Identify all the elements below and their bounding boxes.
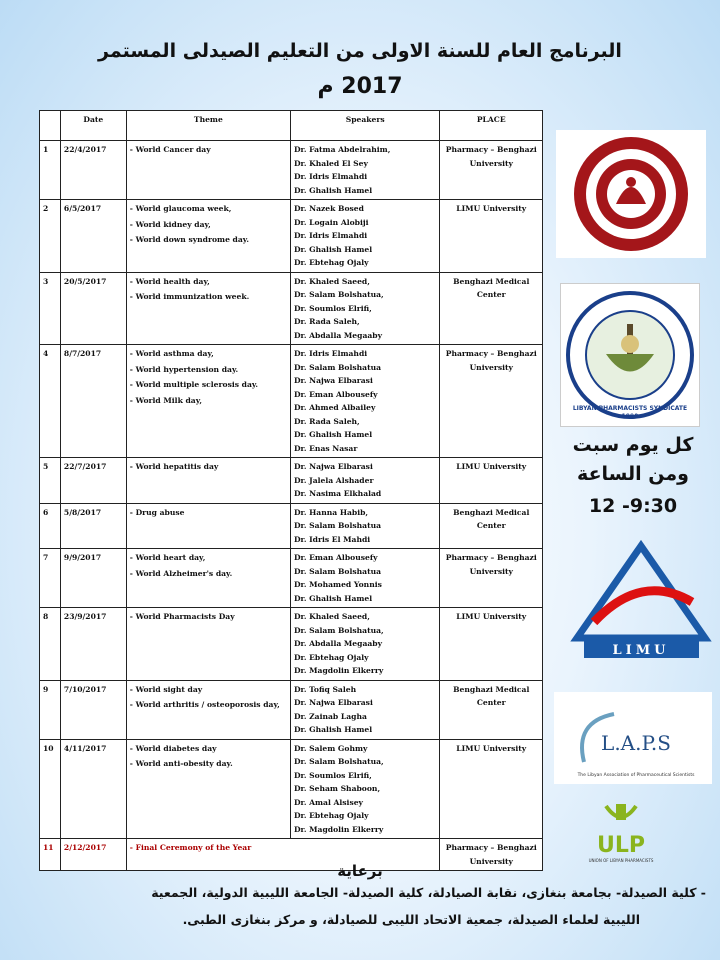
row-speakers — [290, 549, 440, 608]
speaker-name: Dr. Najwa Elbarasi — [293, 698, 373, 707]
speaker-name: Dr. Amal Alsisey — [293, 797, 363, 807]
row-themes — [126, 272, 290, 345]
laps-logo — [554, 692, 712, 784]
schedule-day: كل يوم سبت — [572, 434, 694, 456]
benghazi-pharmacy-logo — [556, 130, 706, 258]
theme-item: - World kidney day, — [129, 219, 211, 229]
theme-item: - World diabetes day — [129, 743, 217, 753]
speaker-name: Dr. Jalela Alshader — [293, 475, 374, 485]
row-themes — [126, 608, 290, 681]
theme-item: - World glaucoma week, — [129, 204, 232, 213]
row-place: Benghazi Medical Center — [440, 680, 543, 739]
sponsors-line-2: الليبية لعلماء الصيدلة، جمعية الاتحاد الليبى للصيادلة، و مركز بنغازى الطبى. — [182, 912, 640, 927]
row-place: LIMU University — [440, 608, 543, 681]
speaker-name: Dr. Idris Elmahdi — [293, 172, 368, 181]
row-number: 11 — [40, 839, 61, 871]
row-themes — [126, 345, 290, 458]
row-themes — [126, 739, 290, 839]
program-year: 2017 م — [317, 74, 403, 99]
row-place: Pharmacy – Benghazi University — [440, 141, 543, 200]
row-speakers — [290, 680, 440, 739]
speaker-name: Dr. Ebtehag Ojaly — [293, 811, 369, 820]
speaker-name: Dr. Salam Bolshatua, — [293, 757, 384, 766]
row-date: 9/9/2017 — [60, 549, 126, 608]
table-header-row — [40, 111, 543, 141]
speaker-name: Dr. Eman Albousefy — [293, 389, 378, 399]
speaker-name: Dr. Idris Elmahdi — [293, 231, 368, 240]
row-place: LIMU University — [440, 458, 543, 504]
col-header-number — [40, 111, 61, 141]
ulp-logo-text: ULP — [596, 833, 646, 858]
speaker-name: Dr. Ebtehag Ojaly — [293, 258, 369, 267]
table-row — [40, 503, 543, 549]
laps-logo-text: L.A.P.S — [601, 731, 671, 755]
speaker-name: Dr. Zainab Lagha — [293, 711, 367, 721]
speaker-name: Dr. Ghalish Hamel — [293, 593, 373, 603]
theme-item: - World Pharmacists Day — [129, 612, 235, 621]
speaker-name: Dr. Hanna Habib, — [293, 507, 369, 517]
table-row — [40, 549, 543, 608]
row-date: 23/9/2017 — [60, 608, 126, 681]
speaker-name: Dr. Abdalla Megaaby — [293, 330, 383, 340]
table-body — [40, 141, 543, 871]
row-number: 3 — [40, 272, 61, 345]
row-date: 5/8/2017 — [60, 503, 126, 549]
row-date: 20/5/2017 — [60, 272, 126, 345]
col-header-date: Date — [60, 111, 126, 141]
row-date: 4/11/2017 — [60, 739, 126, 839]
row-speakers — [290, 739, 440, 839]
limu-logo-text: LIMU — [612, 643, 670, 658]
row-place: Benghazi Medical Center — [440, 272, 543, 345]
program-title: البرنامج العام للسنة الاولى من التعليم الصيدلى المستمر — [98, 40, 622, 62]
row-date: 7/10/2017 — [60, 680, 126, 739]
speaker-name: Dr. Khaled El Sey — [293, 158, 368, 168]
theme-item: - World health day, — [129, 276, 210, 286]
speaker-name: Dr. Fatma Abdelrahim, — [293, 145, 391, 154]
row-speakers — [290, 458, 440, 504]
row-place: Benghazi Medical Center — [440, 503, 543, 549]
theme-item: - World asthma day, — [129, 349, 214, 358]
row-themes — [126, 458, 290, 504]
speaker-name: Dr. Najwa Elbarasi — [293, 462, 373, 471]
row-number: 4 — [40, 345, 61, 458]
theme-item: - World arthritis / osteoporosis day, — [129, 700, 280, 709]
row-number: 9 — [40, 680, 61, 739]
speaker-name: Dr. Ghalish Hamel — [293, 185, 373, 195]
speaker-name: Dr. Idris Elmahdi — [293, 349, 368, 358]
speaker-name: Dr. Ghalish Hamel — [293, 725, 373, 734]
row-speakers — [290, 141, 440, 200]
theme-item: - Drug abuse — [129, 507, 185, 517]
row-date: 8/7/2017 — [60, 345, 126, 458]
row-place: Pharmacy – Benghazi University — [440, 345, 543, 458]
speaker-name: Dr. Salam Bolshatua — [293, 521, 382, 530]
speaker-name: Dr. Magdolin Elkerry — [293, 666, 384, 675]
theme-item: - World Milk day, — [129, 395, 203, 405]
row-number: 7 — [40, 549, 61, 608]
speaker-name: Dr. Abdalla Megaaby — [293, 639, 383, 648]
speaker-name: Dr. Soumlos Elrifi, — [293, 303, 372, 313]
row-place: LIMU University — [440, 200, 543, 273]
syndicate-logo-year: 1990 — [621, 413, 639, 420]
speaker-name: Dr. Logain Alobiji — [293, 217, 369, 227]
row-themes — [126, 141, 290, 200]
libyan-pharmacists-syndicate-logo — [560, 283, 700, 427]
row-number: 6 — [40, 503, 61, 549]
sponsors-title: برعاية — [337, 862, 383, 880]
speaker-name: Dr. Soumlos Elrifi, — [293, 770, 372, 780]
speaker-name: Dr. Salam Bolshatua — [293, 566, 382, 576]
table-row — [40, 458, 543, 504]
theme-item: - World hepatitis day — [129, 462, 219, 471]
row-place: LIMU University — [440, 739, 543, 839]
theme-item: - World Alzheimer's day. — [129, 568, 233, 578]
schedule-from: ومن الساعة — [577, 463, 689, 485]
speaker-name: Dr. Salem Gohmy — [293, 743, 368, 753]
ulp-logo-caption: UNION OF LIBYAN PHARMACISTS — [588, 858, 654, 863]
row-themes — [126, 680, 290, 739]
row-themes — [126, 503, 290, 549]
table-row — [40, 680, 543, 739]
speaker-name: Dr. Enas Nasar — [293, 443, 358, 453]
speaker-name: Dr. Ghalish Hamel — [293, 244, 373, 254]
speaker-name: Dr. Rada Saleh, — [293, 317, 360, 326]
speaker-name: Dr. Ebtehag Ojaly — [293, 652, 369, 662]
speaker-name: Dr. Idris El Mahdi — [293, 534, 371, 544]
speaker-name: Dr. Magdolin Elkerry — [293, 824, 384, 834]
schedule-time: 9:30- 12 — [588, 495, 678, 517]
row-speakers — [290, 200, 440, 273]
row-place: Pharmacy – Benghazi University — [440, 549, 543, 608]
speaker-name: Dr. Nasima Elkhalad — [293, 489, 382, 498]
theme-item: - World anti-obesity day. — [129, 759, 233, 768]
speaker-name: Dr. Salam Bolshatua — [293, 362, 382, 372]
theme-item: - World sight day — [129, 684, 203, 694]
theme-item: - World heart day, — [129, 553, 206, 562]
row-number: 1 — [40, 141, 61, 200]
speaker-name: Dr. Eman Albousefy — [293, 553, 378, 562]
table-row — [40, 200, 543, 273]
speaker-name: Dr. Khaled Saeed, — [293, 612, 370, 621]
speaker-name: Dr. Khaled Saeed, — [293, 276, 370, 286]
row-themes — [126, 200, 290, 273]
theme-item: - World hypertension day. — [129, 364, 239, 374]
syndicate-logo-text: LIBYAN PHARMACISTS SYNDICATE — [572, 405, 688, 412]
row-number: 8 — [40, 608, 61, 681]
row-speakers — [290, 608, 440, 681]
theme-item: - World down syndrome day. — [129, 235, 249, 244]
table-row — [40, 739, 543, 839]
row-theme-final: - Final Ceremony of the Year — [126, 839, 440, 871]
speaker-name: Dr. Mohamed Yonnis — [293, 580, 382, 589]
col-header-theme: Theme — [126, 111, 290, 141]
theme-item: - World immunization week. — [129, 292, 250, 301]
row-date: 22/4/2017 — [60, 141, 126, 200]
laps-logo-caption: The Libyan Association of Pharmaceutical Scientists — [577, 773, 695, 778]
row-number: 2 — [40, 200, 61, 273]
speaker-name: Dr. Najwa Elbarasi — [293, 376, 373, 385]
row-themes — [126, 549, 290, 608]
sponsors-line-1: - كلية الصيدلة- بجامعة بنغازى، نقابة الصيادلة، كلية الصيدلة- الجامعة الليبية الدولية، الجمعية — [151, 885, 706, 900]
col-header-speakers: Speakers — [290, 111, 440, 141]
row-speakers — [290, 503, 440, 549]
speaker-name: Dr. Ghalish Hamel — [293, 430, 373, 439]
table-row — [40, 141, 543, 200]
speaker-name: Dr. Seham Shaboon, — [293, 784, 381, 793]
row-speakers — [290, 272, 440, 345]
row-date: 2/12/2017 — [60, 839, 126, 871]
row-place: Pharmacy – Benghazi University — [440, 839, 543, 871]
speaker-name: Dr. Rada Saleh, — [293, 416, 360, 426]
theme-item: - World multiple sclerosis day. — [129, 380, 259, 389]
limu-logo — [574, 542, 709, 662]
row-number: 10 — [40, 739, 61, 839]
table-row — [40, 345, 543, 458]
speaker-name: Dr. Nazek Bosed — [293, 204, 364, 213]
col-header-place: PLACE — [440, 111, 543, 141]
speaker-name: Dr. Salam Bolshatua, — [293, 625, 384, 635]
row-speakers — [290, 345, 440, 458]
program-table — [39, 110, 543, 871]
row-date: 6/5/2017 — [60, 200, 126, 273]
speaker-name: Dr. Ahmed Albailey — [293, 403, 376, 412]
row-date: 22/7/2017 — [60, 458, 126, 504]
row-number: 5 — [40, 458, 61, 504]
speaker-name: Dr. Tofiq Saleh — [293, 684, 357, 694]
table-row — [40, 608, 543, 681]
table-row — [40, 272, 543, 345]
theme-item: - World Cancer day — [129, 145, 211, 154]
speaker-name: Dr. Salam Bolshatua, — [293, 290, 384, 299]
